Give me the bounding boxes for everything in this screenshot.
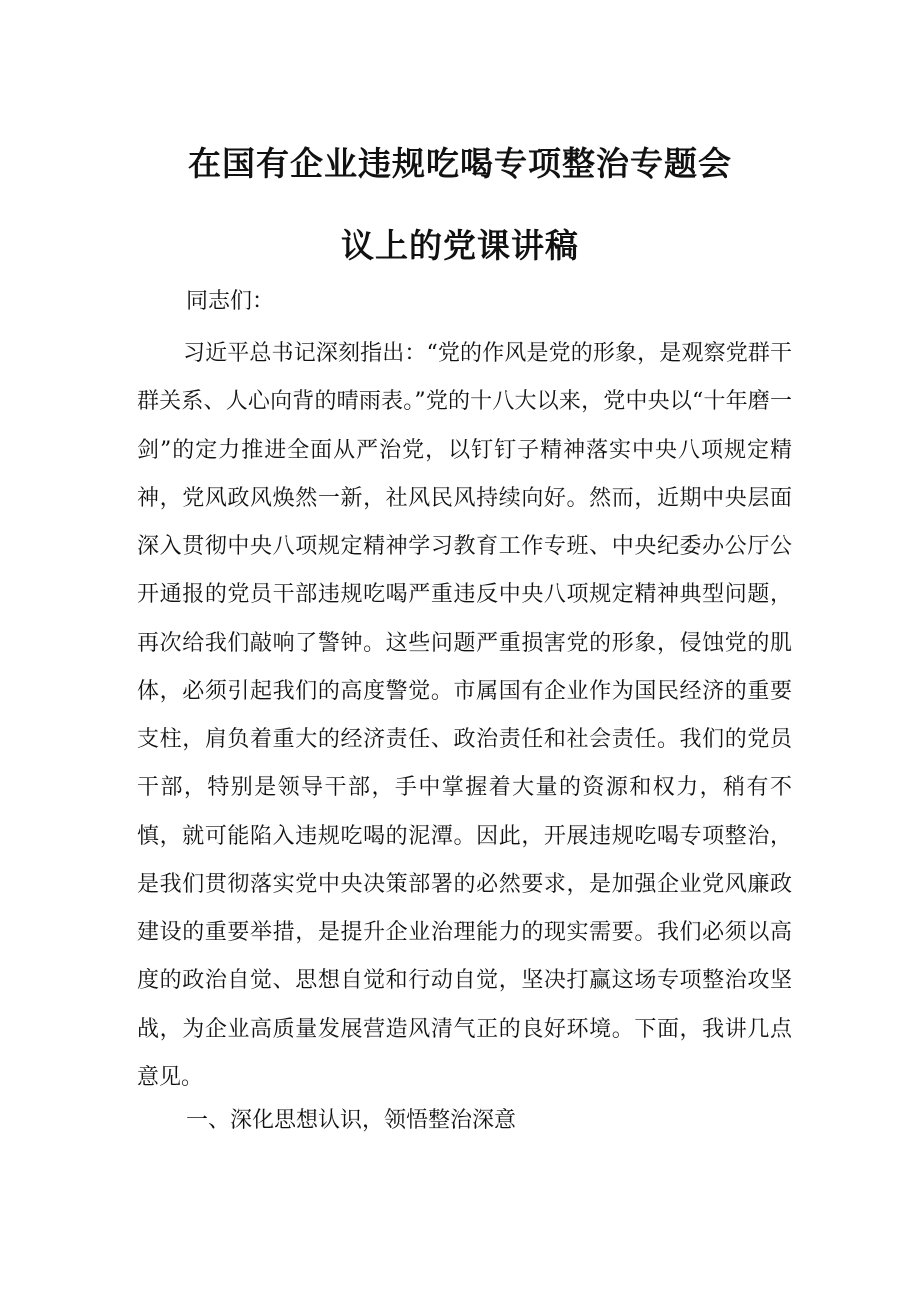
document-title-line-1: 在国有企业违规吃喝专项整治专题会 — [188, 144, 732, 183]
body-paragraph: 习近平总书记深刻指出：“党的作风是党的形象，是观察党群干群关系、人心向背的晴雨表。”党的十八大以来，党中央以“十年磨一剑”的定力推进全面从严治党，以钉钉子精神落实中央八项规定精神，党风政风焕然一新，社风民风持续向好。然而，近期中央层面深入贯彻中央八项规定精神学习教育工作专班、中央纪委办公厅公开通报的党员干部违规吃喝严重违反中央八项规定精神典型问题，再次给我们敲响了警钟。这些问题严重损害党的形象，侵蚀党的肌体，必须引起我们的高度警觉。市属国有企业作为国民经济的重要支柱，肩负着重大的经济责任、政治责任和社会责任。我们的党员干部，特别是领导干部，手中掌握着大量的资源和权力，稍有不慎，就可能陷入违规吃喝的泥潭。因此，开展违规吃喝专项整治，是我们贯彻落实党中央决策部署的必然要求，是加强企业党风廉政建设的重要举措，是提升企业治理能力的现实需要。我们必须以高度的政治自觉、思想自觉和行动自觉，坚决打赢这场专项整治攻坚战，为企业高质量发展营造风清气正的良好环境。下面，我讲几点意见。 — [137, 341, 792, 1090]
greeting: 同志们： — [186, 289, 275, 314]
document-title-line-2: 议上的党课讲稿 — [341, 226, 579, 265]
section-heading: 一、深化思想认识，领悟整治深意 — [186, 1108, 517, 1133]
